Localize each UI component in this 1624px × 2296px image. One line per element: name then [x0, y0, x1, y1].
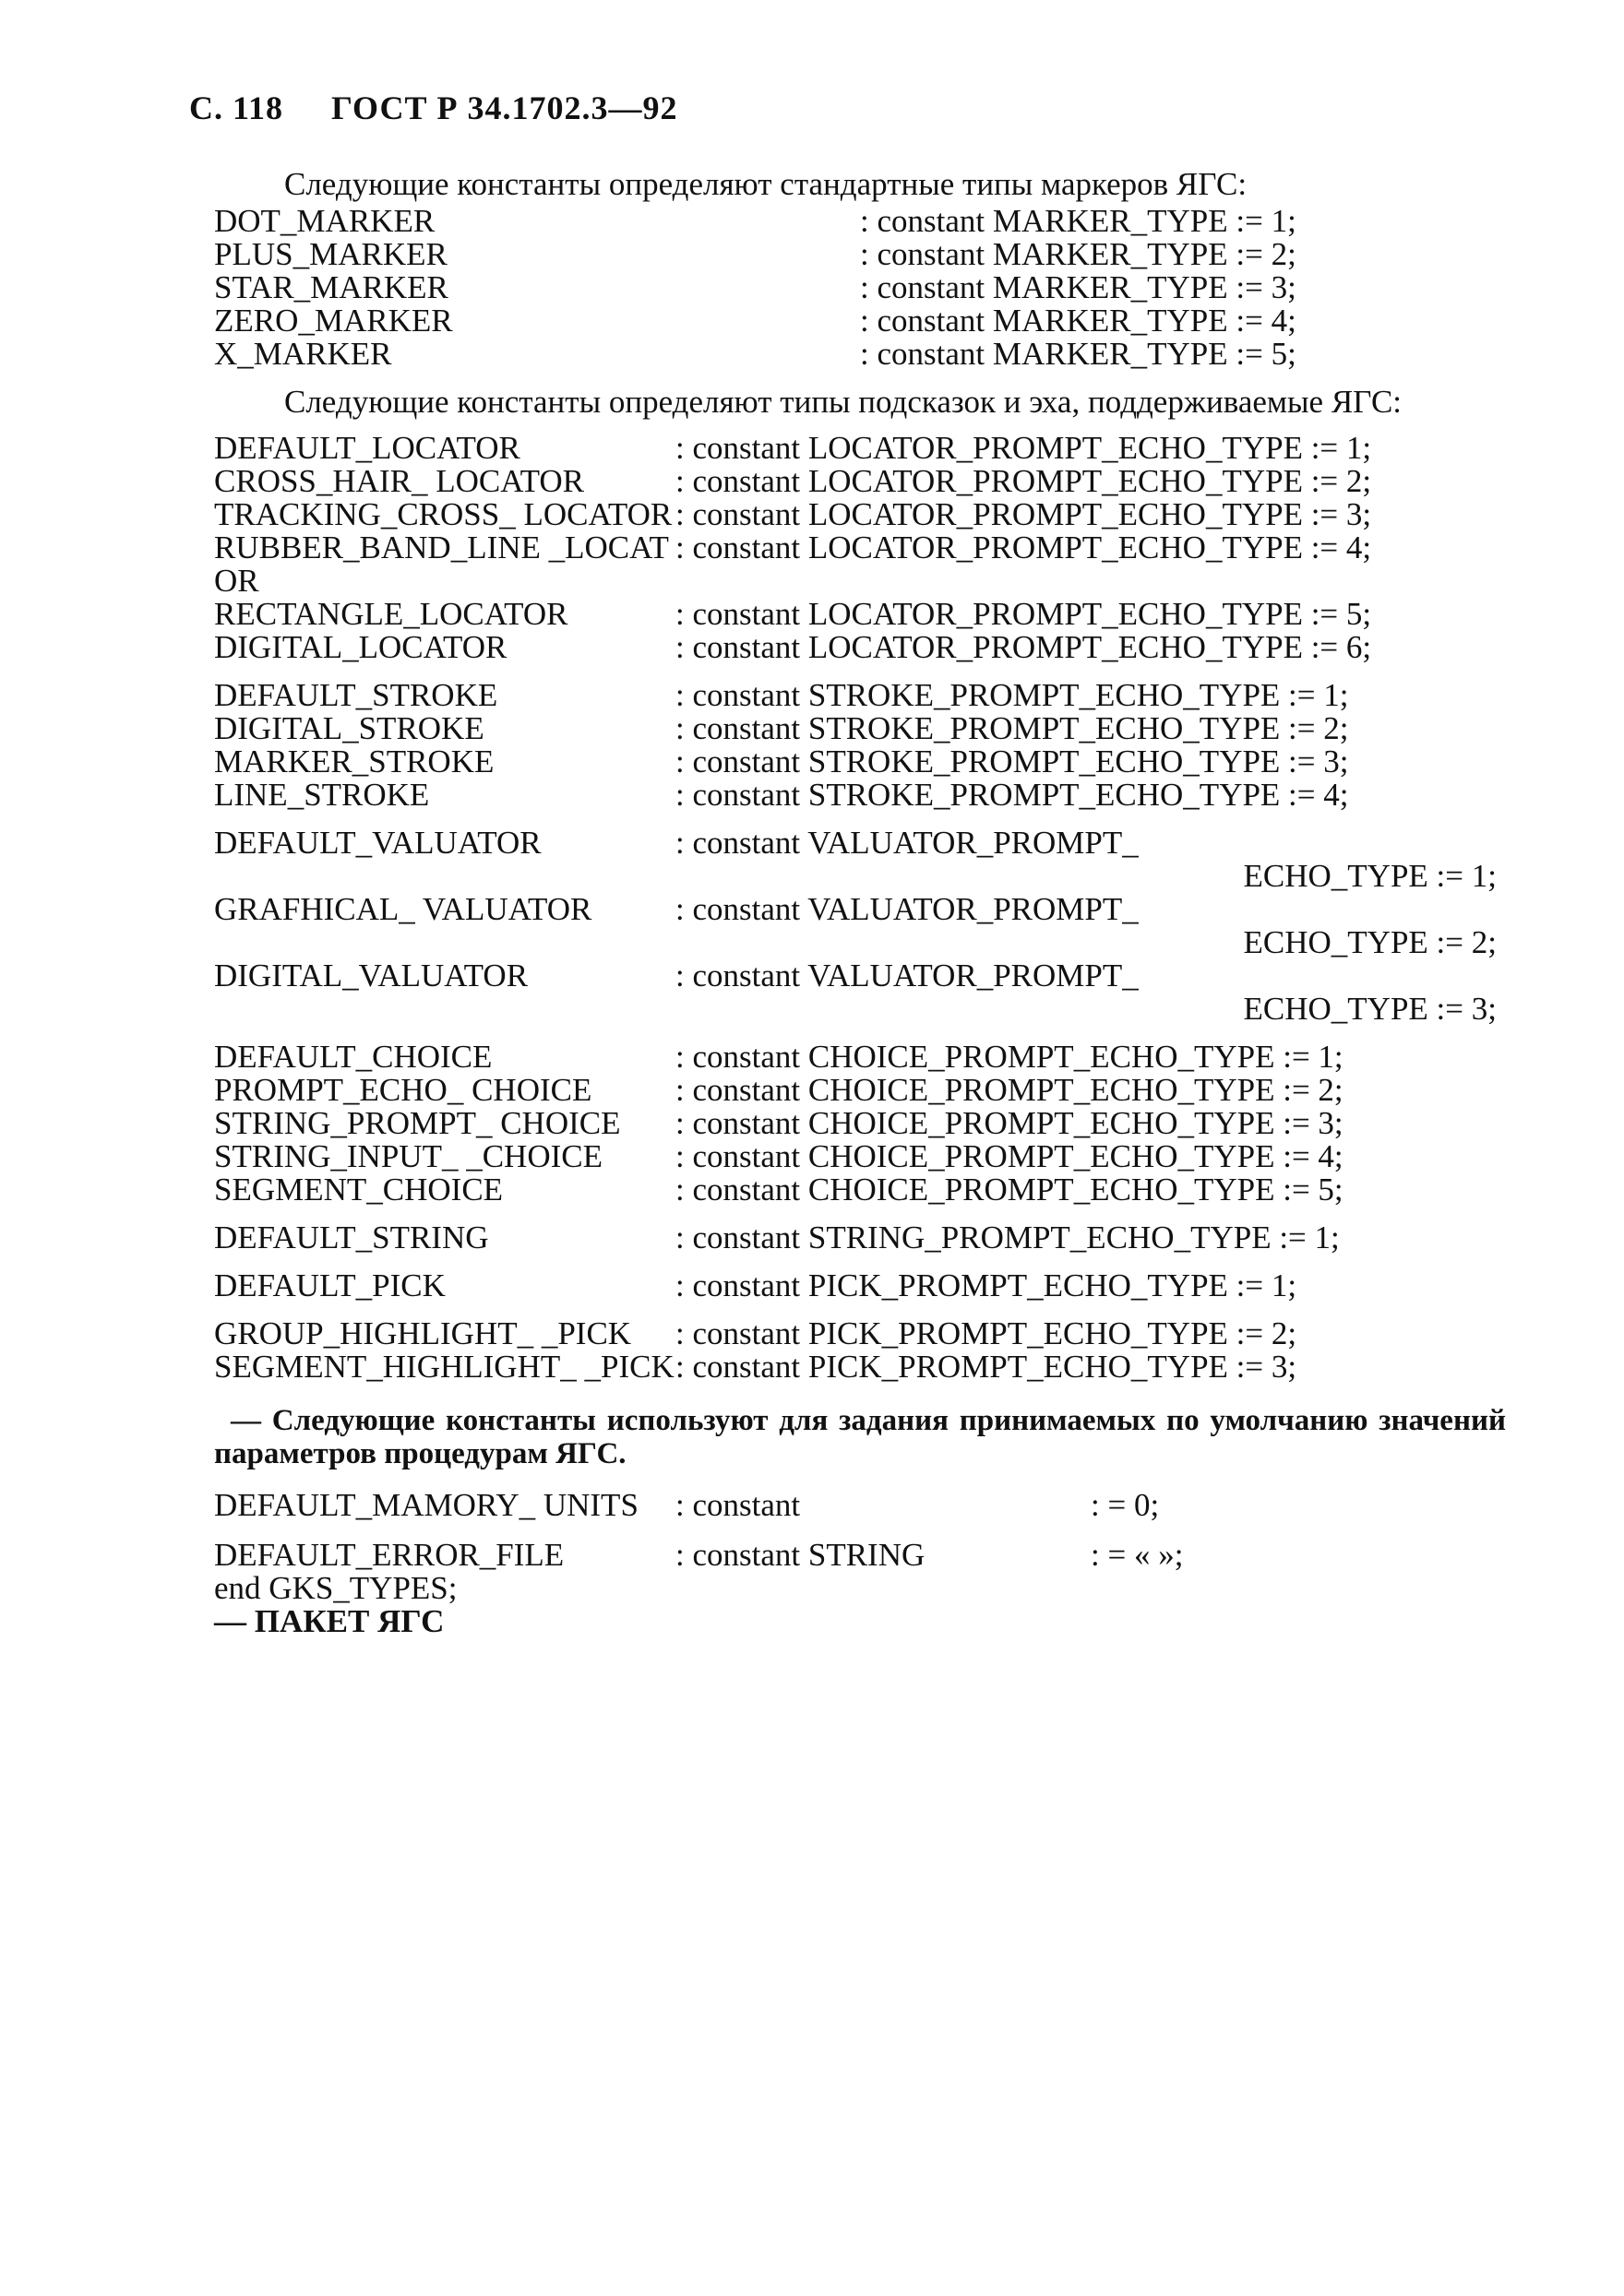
constant-definition [675, 1489, 1506, 1522]
constant-row [214, 1539, 1506, 1572]
constant-value: : = « »; [1091, 1537, 1184, 1573]
constant-name: DIGITAL_STROKE [214, 710, 484, 746]
default-constants [214, 1489, 1506, 1572]
constant-type: : constant [675, 1487, 801, 1523]
constant-row [214, 1140, 1506, 1173]
constant-definition: : constant MARKER_TYPE := 5; [860, 336, 1296, 372]
constant-name: DEFAULT_PICK [214, 1267, 446, 1303]
constant-definition [675, 893, 1506, 959]
constant-name: CROSS_HAIR_ LOCATOR [214, 463, 584, 499]
constant-definition: : constant MARKER_TYPE := 1; [860, 203, 1296, 239]
constant-definition-line-1: : constant VALUATOR_PROMPT_ [675, 825, 1139, 861]
constant-row [214, 631, 1506, 664]
constant-row [214, 465, 1506, 498]
constant-row [214, 893, 1506, 959]
constant-name: DEFAULT_STROKE [214, 677, 498, 713]
package-end [214, 1572, 1506, 1638]
package-comment: — ПАКЕТ ЯГС [214, 1603, 445, 1639]
constant-row [214, 1107, 1506, 1140]
constant-definition [675, 959, 1506, 1026]
end-statement: end GKS_TYPES; [214, 1570, 458, 1606]
constant-definition-line-1: : constant VALUATOR_PROMPT_ [675, 958, 1139, 993]
constant-definition: : constant STROKE_PROMPT_ECHO_TYPE := 1; [675, 677, 1349, 713]
constant-row [214, 498, 1506, 531]
constant-name: PROMPT_ECHO_ CHOICE [214, 1072, 592, 1108]
constant-definition-line-2: ECHO_TYPE := 2; [1243, 924, 1497, 960]
constant-type: : constant STRING [675, 1537, 925, 1573]
intro-defaults: — Следующие константы используют для задания принимаемых по умолчанию значений параметров процедурам ЯГС. [214, 1404, 1506, 1470]
choice-constants [214, 1041, 1506, 1207]
constant-row [214, 1074, 1506, 1107]
constant-name: ZERO_MARKER [214, 303, 453, 339]
constant-definition: : constant LOCATOR_PROMPT_ECHO_TYPE := 4; [675, 529, 1372, 565]
constant-name: DEFAULT_CHOICE [214, 1039, 493, 1075]
constant-row [214, 1489, 1506, 1522]
constant-name: DEFAULT_MAMORY_ UNITS [214, 1487, 639, 1523]
constant-row [214, 304, 1506, 338]
pick-constants [214, 1269, 1506, 1384]
constant-name: LINE_STROKE [214, 777, 430, 813]
string-constants [214, 1221, 1506, 1255]
constant-name: MARKER_STROKE [214, 744, 495, 779]
document-body [214, 168, 1506, 1638]
constant-definition: : constant MARKER_TYPE := 3; [860, 269, 1296, 305]
constant-definition: : constant LOCATOR_PROMPT_ECHO_TYPE := 1; [675, 430, 1372, 466]
constant-definition: : constant CHOICE_PROMPT_ECHO_TYPE := 1; [675, 1039, 1343, 1075]
page-header [189, 89, 677, 127]
standard-designation: ГОСТ Р 34.1702.3—92 [331, 89, 678, 126]
constant-name: DIGITAL_LOCATOR [214, 629, 508, 665]
constant-name: STRING_INPUT_ _CHOICE [214, 1138, 603, 1174]
constant-definition: : constant PICK_PROMPT_ECHO_TYPE := 3; [675, 1349, 1297, 1385]
constant-name: SEGMENT_CHOICE [214, 1172, 504, 1207]
constant-row [214, 1041, 1506, 1074]
constant-row [214, 1317, 1506, 1350]
constant-name: GRAFHICAL_ VALUATOR [214, 891, 592, 927]
intro-markers: Следующие константы определяют стандартные типы маркеров ЯГС: [284, 166, 1248, 202]
constant-definition: : constant LOCATOR_PROMPT_ECHO_TYPE := 5; [675, 596, 1372, 632]
constant-definition [675, 1539, 1506, 1572]
constant-row [214, 338, 1506, 371]
constant-definition: : constant STROKE_PROMPT_ECHO_TYPE := 4; [675, 777, 1349, 813]
stroke-constants [214, 679, 1506, 812]
constant-row [214, 271, 1506, 304]
constant-name: TRACKING_CROSS_ LOCATOR [214, 496, 673, 532]
constant-definition: : constant CHOICE_PROMPT_ECHO_TYPE := 2; [675, 1072, 1343, 1108]
constant-definition: : constant MARKER_TYPE := 2; [860, 236, 1296, 272]
constant-row [214, 779, 1506, 812]
constant-name: DOT_MARKER [214, 203, 436, 239]
constant-name: DEFAULT_ERROR_FILE [214, 1537, 565, 1573]
constant-name: PLUS_MARKER [214, 236, 448, 272]
constant-name: RECTANGLE_LOCATOR [214, 596, 568, 632]
constant-name: SEGMENT_HIGHLIGHT_ _PICK [214, 1349, 675, 1385]
constant-definition: : constant CHOICE_PROMPT_ECHO_TYPE := 3; [675, 1105, 1343, 1141]
constant-name: STRING_PROMPT_ CHOICE [214, 1105, 621, 1141]
constant-definition: : constant MARKER_TYPE := 4; [860, 303, 1296, 339]
constant-row [214, 1350, 1506, 1384]
constant-name: DEFAULT_LOCATOR [214, 430, 520, 466]
constant-definition-line-2: ECHO_TYPE := 3; [1243, 991, 1497, 1027]
constant-definition: : constant STRING_PROMPT_ECHO_TYPE := 1; [675, 1219, 1340, 1255]
constant-definition-line-1: : constant VALUATOR_PROMPT_ [675, 891, 1139, 927]
constant-name: DEFAULT_VALUATOR [214, 825, 542, 861]
constant-definition: : constant CHOICE_PROMPT_ECHO_TYPE := 5; [675, 1172, 1343, 1207]
constant-row [214, 205, 1506, 238]
constant-definition: : constant LOCATOR_PROMPT_ECHO_TYPE := 3; [675, 496, 1372, 532]
constant-row [214, 827, 1506, 893]
constant-definition-line-2: ECHO_TYPE := 1; [1243, 858, 1497, 894]
constant-row [214, 1221, 1506, 1255]
constant-row [214, 745, 1506, 779]
constant-row [214, 679, 1506, 712]
constant-row [214, 1173, 1506, 1207]
constant-row [214, 959, 1506, 1026]
constant-row [214, 598, 1506, 631]
intro-prompts: Следующие константы определяют типы подсказок и эха, поддерживаемые ЯГС: [284, 384, 1403, 420]
constant-definition: : constant LOCATOR_PROMPT_ECHO_TYPE := 6; [675, 629, 1372, 665]
locator-constants [214, 432, 1506, 664]
constant-definition: : constant LOCATOR_PROMPT_ECHO_TYPE := 2; [675, 463, 1372, 499]
constant-definition: : constant PICK_PROMPT_ECHO_TYPE := 1; [675, 1267, 1297, 1303]
marker-constants [214, 205, 1506, 371]
constant-name: GROUP_HIGHLIGHT_ _PICK [214, 1315, 632, 1351]
constant-row [214, 432, 1506, 465]
constant-row [214, 238, 1506, 271]
valuator-constants [214, 827, 1506, 1026]
constant-name: X_MARKER [214, 336, 392, 372]
constant-name: DEFAULT_STRING [214, 1219, 489, 1255]
constant-value: : = 0; [1091, 1487, 1160, 1523]
constant-name: STAR_MARKER [214, 269, 448, 305]
constant-definition: : constant PICK_PROMPT_ECHO_TYPE := 2; [675, 1315, 1297, 1351]
constant-row [214, 712, 1506, 745]
constant-name: RUBBER_BAND_LINE _LOCATOR [214, 529, 669, 599]
constant-name: DIGITAL_VALUATOR [214, 958, 529, 993]
constant-definition: : constant CHOICE_PROMPT_ECHO_TYPE := 4; [675, 1138, 1343, 1174]
constant-definition [675, 827, 1506, 893]
page-number: С. 118 [189, 89, 284, 126]
constant-row [214, 531, 1506, 598]
constant-definition: : constant STROKE_PROMPT_ECHO_TYPE := 3; [675, 744, 1349, 779]
constant-definition: : constant STROKE_PROMPT_ECHO_TYPE := 2; [675, 710, 1349, 746]
constant-row [214, 1269, 1506, 1303]
